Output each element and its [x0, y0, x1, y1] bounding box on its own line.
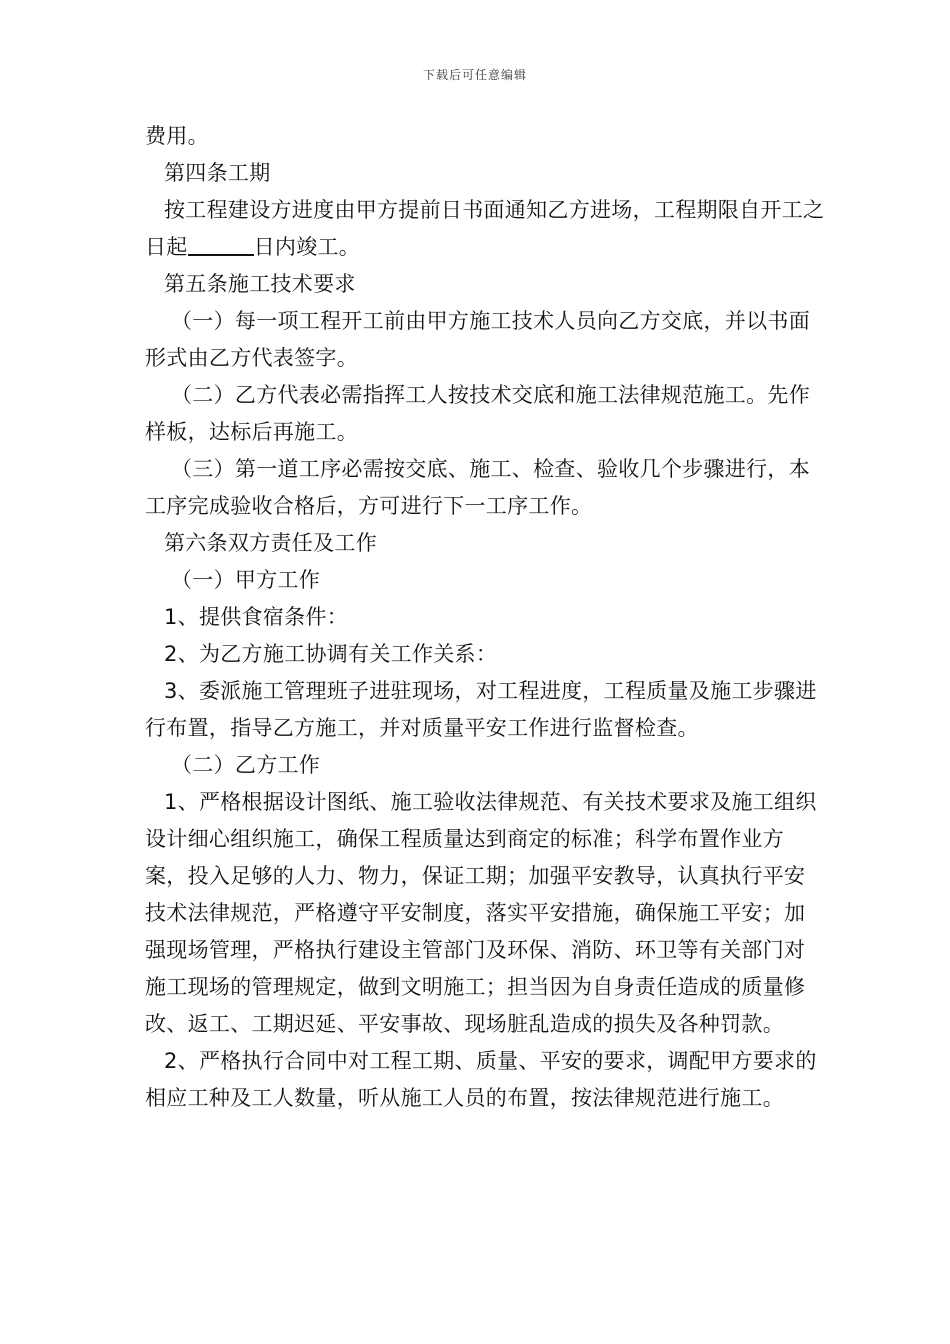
article-4-body: [145, 192, 825, 266]
paragraph-fee-end: 费用。: [145, 124, 209, 148]
party-a-duty-3: 3、委派施工管理班子进驻现场，对工程进度，工程质量及施工步骤进行布置，指导乙方施工，并对质量平安工作进行监督检查。: [145, 679, 817, 740]
article-5-item-1: （一）每一项工程开工前由甲方施工技术人员向乙方交底，并以书面形式由乙方代表签字。: [145, 309, 810, 370]
article-5-heading: 第五条施工技术要求: [164, 272, 356, 296]
article-6-heading: 第六条双方责任及工作: [164, 531, 377, 555]
article-5-item-2: （二）乙方代表必需指挥工人按技术交底和施工法律规范施工。先作样板，达标后再施工。: [145, 383, 810, 444]
party-a-duty-2: 2、为乙方施工协调有关工作关系：: [164, 642, 498, 666]
article-5-item-3: （三）第一道工序必需按交底、施工、检查、验收几个步骤进行，本工序完成验收合格后，方可进行下一工序工作。: [145, 457, 810, 518]
party-b-duty-1: 1、严格根据设计图纸、施工验收法律规范、有关技术要求及施工组织设计细心组织施工，确保工程质量达到商定的标准；科学布置作业方案，投入足够的人力、物力，保证工期；加强平安教导，认真执行平安技术法律规范，严格遵守平安制度，落实平安措施，确保施工平安；加强现场管理，严格执行建设主管部门及环保、消防、环卫等有关部门对施工现场的管理规定，做到文明施工；担当因为自身责任造成的质量修改、返工、工期迟延、平安事故、现场脏乱造成的损失及各种罚款。: [145, 790, 817, 1036]
article-4-heading: 第四条工期: [164, 161, 271, 185]
party-a-duties-heading: （一）甲方工作: [171, 568, 321, 592]
party-b-duties-heading: （二）乙方工作: [171, 753, 321, 777]
blank-days-field: [188, 234, 254, 256]
article-4-text-end: 日内竣工。: [253, 235, 361, 259]
document-body: [145, 118, 825, 1117]
party-b-duty-2: 2、严格执行合同中对工程工期、质量、平安的要求，调配甲方要求的相应工种及工人数量，听从施工人员的布置，按法律规范进行施工。: [145, 1049, 817, 1110]
article-4-text: 按工程建设方进度由甲方提前日书面通知乙方进场，工程期限自开工之日起: [145, 198, 825, 259]
page-header: 下载后可任意编辑: [422, 68, 527, 82]
party-a-duty-1: 1、提供食宿条件：: [164, 605, 349, 629]
